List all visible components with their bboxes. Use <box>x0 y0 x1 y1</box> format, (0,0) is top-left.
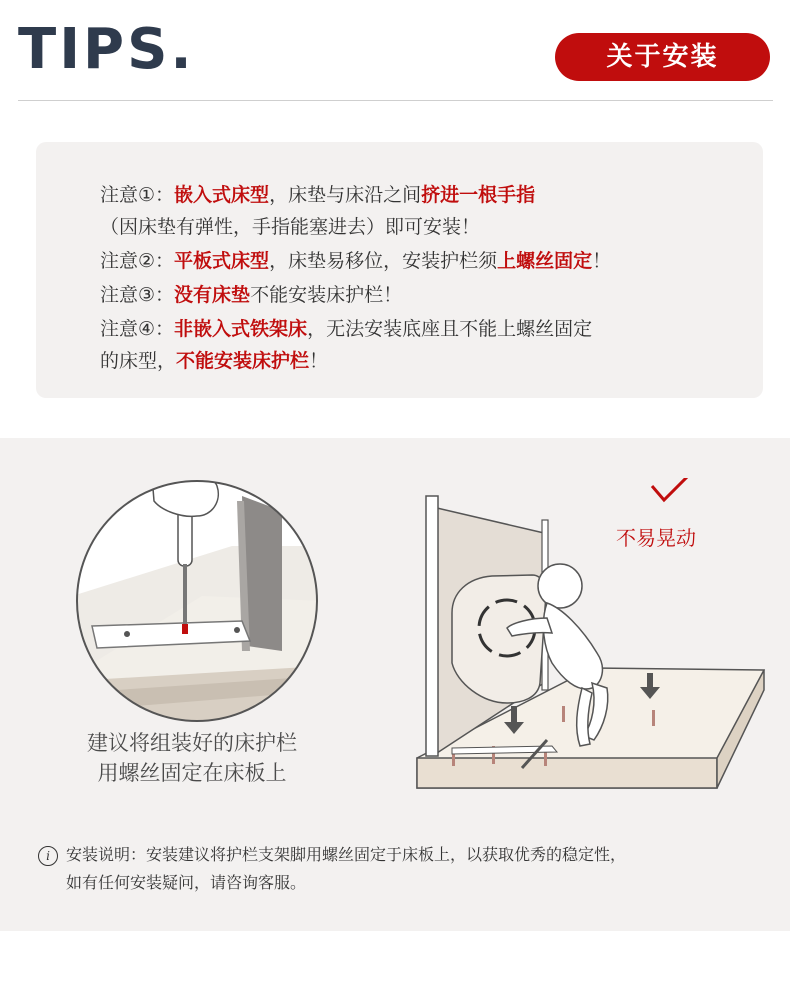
note-text: 不能安装床护栏！ <box>250 284 403 306</box>
left-caption-line1: 建议将组装好的床护栏 <box>87 731 297 755</box>
note-emphasis: 上螺丝固定 <box>497 250 593 272</box>
check-icon <box>652 478 688 500</box>
note-line <box>100 246 611 276</box>
note-line <box>100 280 402 310</box>
baby-pushing-rail-illustration <box>412 478 772 808</box>
note-line <box>100 180 535 210</box>
install-badge: 关于安装 <box>555 33 770 81</box>
note-line <box>100 212 480 242</box>
note-text: ！ <box>592 250 612 272</box>
stable-label: 不易晃动 <box>616 526 696 550</box>
note-emphasis: 平板式床型 <box>174 250 270 272</box>
note-line <box>100 346 328 376</box>
note-emphasis: 挤进一根手指 <box>421 184 536 206</box>
note-text: ，无法安装底座且不能上螺丝固定 <box>307 318 593 340</box>
info-icon: i <box>38 846 58 866</box>
note-emphasis: 不能安装床护栏 <box>176 350 310 372</box>
install-note-line1: 安装说明：安装建议将护栏支架脚用螺丝固定于床板上，以获取优秀的稳定性， <box>66 845 627 864</box>
page-title: TIPS. <box>18 17 195 82</box>
note-emphasis: 非嵌入式铁架床 <box>174 318 308 340</box>
note-text: ，床垫易移位，安装护栏须 <box>269 250 498 272</box>
note-text: 注意②： <box>100 250 175 272</box>
note-line <box>100 314 592 344</box>
header-divider <box>18 100 773 101</box>
note-text: 注意①： <box>100 184 175 206</box>
note-text: 注意④： <box>100 318 175 340</box>
note-text: ！ <box>309 350 329 372</box>
left-caption-line2: 用螺丝固定在床板上 <box>97 761 287 785</box>
screw-closeup-illustration <box>72 476 322 726</box>
note-text: 的床型， <box>100 350 177 372</box>
note-text: （因床垫有弹性，手指能塞进去）即可安装！ <box>100 216 481 238</box>
install-note-line2: 如有任何安装疑问，请咨询客服。 <box>66 873 307 892</box>
note-text: ，床垫与床沿之间 <box>269 184 422 206</box>
note-emphasis: 没有床垫 <box>174 284 251 306</box>
note-emphasis: 嵌入式床型 <box>174 184 270 206</box>
note-text: 注意③： <box>100 284 175 306</box>
